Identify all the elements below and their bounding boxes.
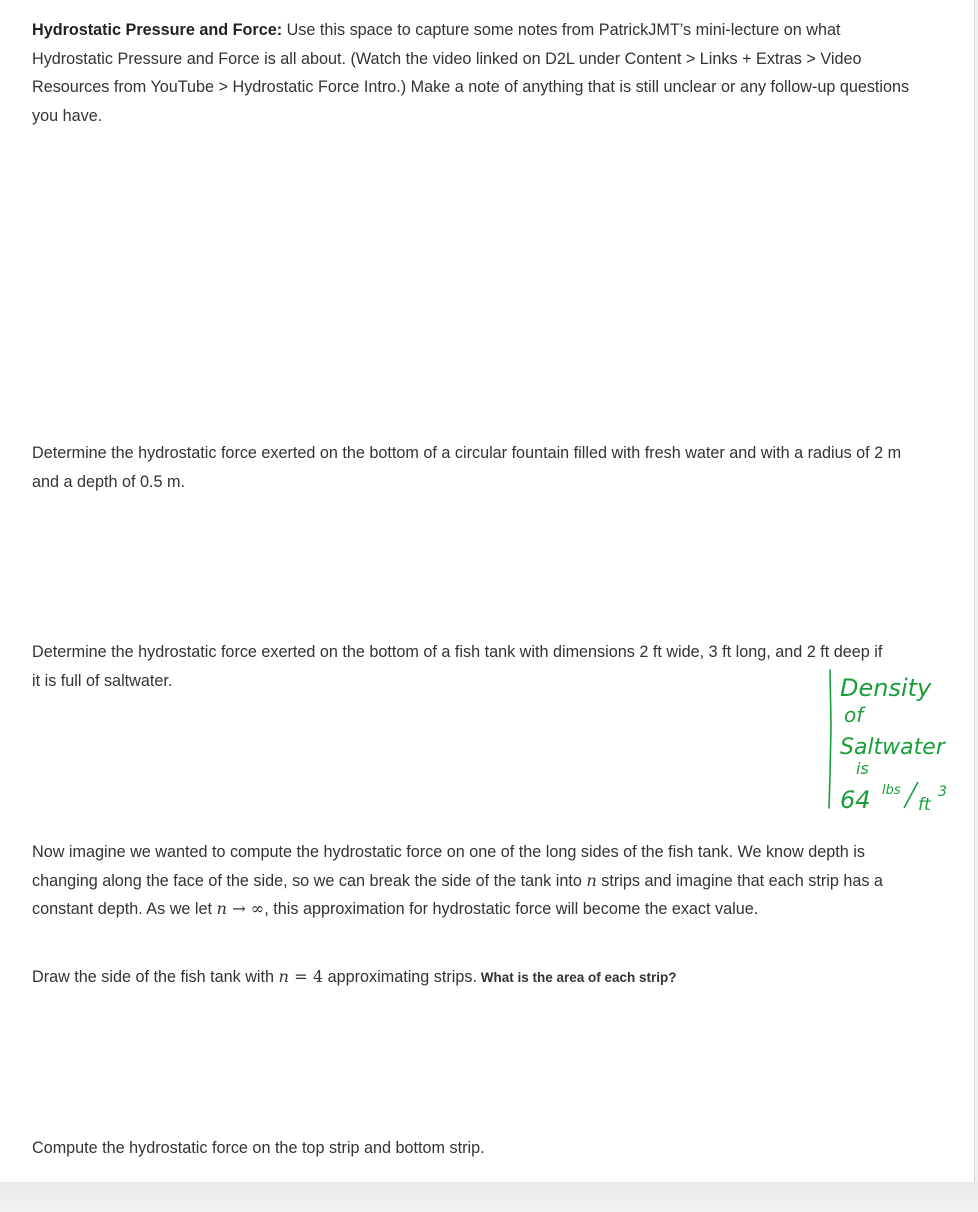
handwritten-density-note [810,656,978,836]
long-side-text-1: Now imagine we wanted to compute the hydrostatic force on one of the long sides of the fish tank. We know depth is changing along the face of the side, so we can break the side of the tank into [32,843,865,890]
draw-prompt-text-1: Draw the side of the fish tank with [32,968,279,986]
draw-prompt [32,963,922,993]
paragraph-long-side [32,838,917,924]
page-bottom-gutter [0,1182,978,1212]
question-fish-tank: Determine the hydrostatic force exerted on the bottom of a fish tank with dimensions 2 ft wide, 3 ft long, and 2 ft deep if it is full of saltwater. [32,643,883,690]
note-line-is: is [856,759,869,778]
draw-prompt-text-2: approximating strips. [323,968,477,986]
compute-prompt: Compute the hydrostatic force on the top strip and bottom strip. [32,1139,485,1157]
note-unit-exp: 3 [938,784,947,800]
intro-paragraph [32,16,922,130]
math-arrow-infinity: → ∞ [226,899,265,918]
note-unit-den: ft [918,795,931,815]
note-line-of: of [844,703,864,727]
math-n: n [216,899,227,918]
long-side-text-3: , this approximation for hydrostatic force will become the exact value. [264,900,759,918]
math-n: n [586,870,597,890]
note-line-density: Density [840,674,932,702]
intro-heading: Hydrostatic Pressure and Force: [32,21,283,39]
bracket-line [829,670,831,808]
handwriting-svg [810,656,978,836]
strip-area-question: What is the area of each strip? [476,970,677,985]
math-equals-4: = 4 [288,967,324,986]
note-unit-num: lbs [882,783,901,798]
intro-body: Use this space to capture some notes from PatrickJMT’s mini-lecture on what Hydrostatic Pressure and Force is all about. (Watch the video linked on D2L under Content > Links + Extras > Video Resources from YouTube > Hydrostatic Force Intro.) Make a note of anything that is still unclear or any follow-up questions you have. [32,21,910,125]
math-n: n [278,967,289,986]
note-line-saltwater: Saltwater [840,735,945,760]
fraction-slash [904,782,918,808]
question-fountain: Determine the hydrostatic force exerted on the bottom of a circular fountain filled with fresh water and with a radius of 2 m and a depth of 0.5 m. [32,444,902,491]
note-value: 64 [840,786,871,814]
long-side-text-2: strips and imagine that each strip has a constant depth. As we let [32,871,883,918]
